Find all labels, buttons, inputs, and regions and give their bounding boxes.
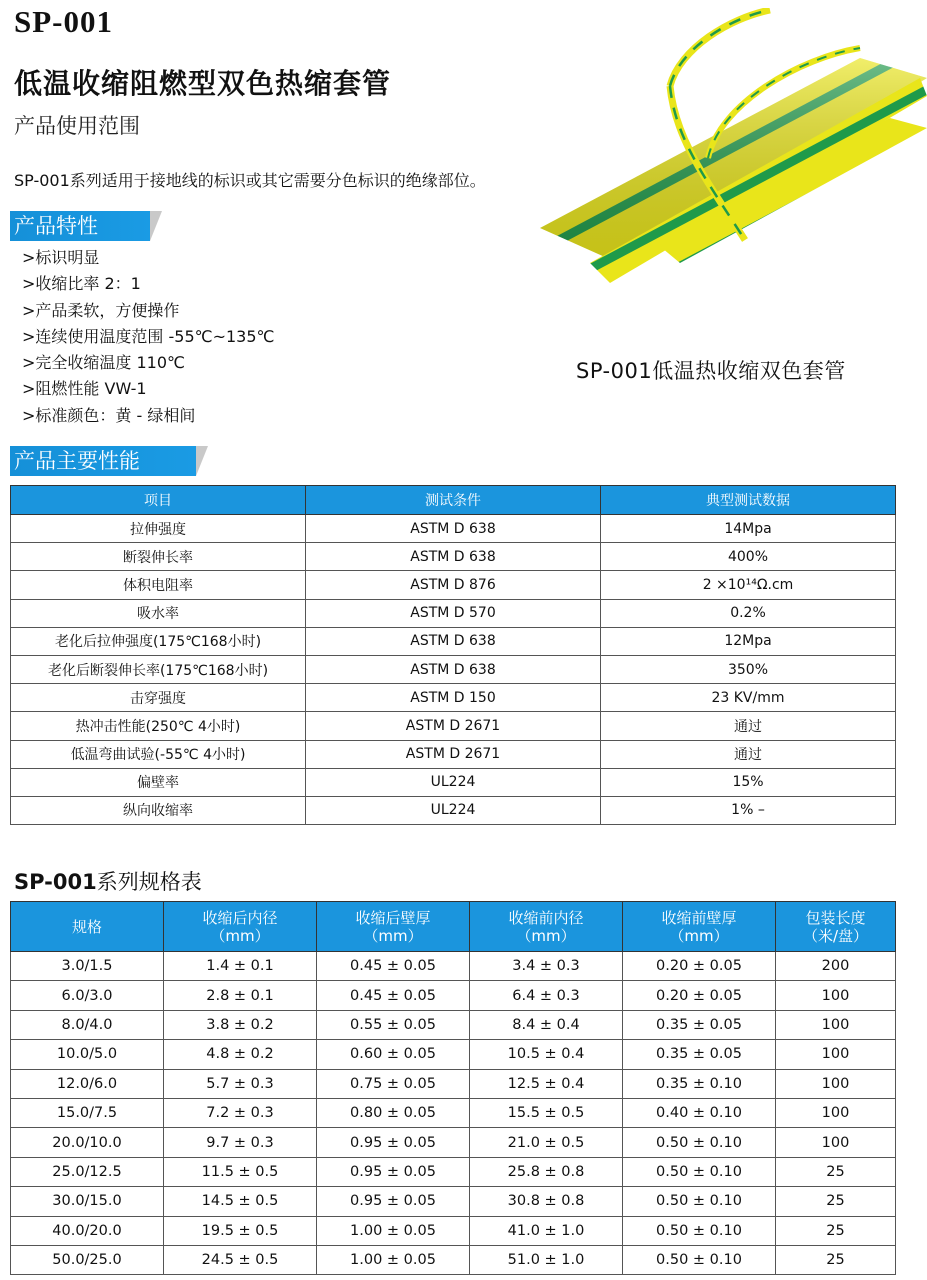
table-row <box>11 515 896 543</box>
features-list <box>22 245 275 429</box>
table-cell: 11.5 ± 0.5 <box>164 1157 317 1186</box>
table-cell: 51.0 ± 1.0 <box>470 1245 623 1274</box>
table-cell: 100 <box>776 1010 896 1039</box>
table-cell: 0.20 ± 0.05 <box>623 981 776 1010</box>
table-cell: 通过 <box>601 712 896 740</box>
performance-header-row <box>11 486 896 515</box>
performance-table <box>10 485 896 825</box>
table-cell: 0.45 ± 0.05 <box>317 981 470 1010</box>
column-header-label: 收缩前内径 <box>508 908 584 927</box>
table-cell: 12.0/6.0 <box>11 1069 164 1098</box>
table-cell: 19.5 ± 0.5 <box>164 1216 317 1245</box>
table-cell: 1% – <box>601 796 896 824</box>
table-cell: 体积电阻率 <box>11 571 306 599</box>
table-cell: 0.95 ± 0.05 <box>317 1187 470 1216</box>
table-cell: 12.5 ± 0.4 <box>470 1069 623 1098</box>
feature-item: >阻燃性能 VW-1 <box>22 379 147 399</box>
feature-item: >收缩比率 2：1 <box>22 274 141 294</box>
table-cell: 0.40 ± 0.10 <box>623 1098 776 1127</box>
table-cell: 0.95 ± 0.05 <box>317 1157 470 1186</box>
column-header-unit: （mm） <box>210 926 270 945</box>
table-row <box>11 627 896 655</box>
table-row <box>11 1157 896 1186</box>
column-header-unit: （mm） <box>669 926 729 945</box>
table-cell: 25 <box>776 1187 896 1216</box>
table-cell: 25 <box>776 1216 896 1245</box>
table-cell: 0.2% <box>601 599 896 627</box>
column-header <box>164 902 317 952</box>
table-row <box>11 1245 896 1274</box>
table-cell: 6.4 ± 0.3 <box>470 981 623 1010</box>
spec-table-title <box>14 866 202 896</box>
table-cell: ASTM D 2671 <box>306 740 601 768</box>
column-header <box>317 902 470 952</box>
table-row <box>11 952 896 981</box>
column-header <box>11 902 164 952</box>
table-cell: 25.0/12.5 <box>11 1157 164 1186</box>
spec-header-row <box>11 902 896 952</box>
table-cell: 0.50 ± 0.10 <box>623 1216 776 1245</box>
table-cell: 100 <box>776 1128 896 1157</box>
table-cell: 23 KV/mm <box>601 684 896 712</box>
table-cell: 纵向收缩率 <box>11 796 306 824</box>
table-cell: ASTM D 638 <box>306 543 601 571</box>
table-cell: 3.4 ± 0.3 <box>470 952 623 981</box>
usage-scope-heading: 产品使用范围 <box>14 114 140 138</box>
column-header-unit: （mm） <box>363 926 423 945</box>
table-cell: 断裂伸长率 <box>11 543 306 571</box>
model-code: SP-001 <box>14 4 113 39</box>
table-row <box>11 981 896 1010</box>
column-header-label: 收缩前壁厚 <box>661 908 737 927</box>
spec-table <box>10 901 896 1275</box>
table-cell: ASTM D 638 <box>306 655 601 683</box>
column-header-unit: （mm） <box>516 926 576 945</box>
table-cell: 25 <box>776 1157 896 1186</box>
table-cell: 1.4 ± 0.1 <box>164 952 317 981</box>
feature-item: >产品柔软，方便操作 <box>22 300 180 320</box>
column-header <box>776 902 896 952</box>
column-header-unit: （米/盘） <box>802 926 869 945</box>
table-cell: 0.35 ± 0.05 <box>623 1010 776 1039</box>
table-cell: ASTM D 638 <box>306 627 601 655</box>
table-cell: 25.8 ± 0.8 <box>470 1157 623 1186</box>
table-row <box>11 655 896 683</box>
table-cell: 20.0/10.0 <box>11 1128 164 1157</box>
table-cell: 9.7 ± 0.3 <box>164 1128 317 1157</box>
table-cell: 0.50 ± 0.10 <box>623 1128 776 1157</box>
column-header: 测试条件 <box>306 486 601 515</box>
table-cell: 0.20 ± 0.05 <box>623 952 776 981</box>
table-cell: 12Mpa <box>601 627 896 655</box>
table-cell: ASTM D 638 <box>306 515 601 543</box>
table-cell: 老化后断裂伸长率(175℃168小时) <box>11 655 306 683</box>
table-cell: 50.0/25.0 <box>11 1245 164 1274</box>
feature-item: >标识明显 <box>22 248 100 267</box>
table-cell: 8.4 ± 0.4 <box>470 1010 623 1039</box>
table-cell: 吸水率 <box>11 599 306 627</box>
table-cell: 21.0 ± 0.5 <box>470 1128 623 1157</box>
table-cell: ASTM D 2671 <box>306 712 601 740</box>
product-photo <box>530 8 927 286</box>
spec-table-body <box>11 952 896 1275</box>
column-header-label: 规格 <box>71 917 102 936</box>
table-cell: 5.7 ± 0.3 <box>164 1069 317 1098</box>
table-cell: 15.0/7.5 <box>11 1098 164 1127</box>
sleeve-tube-1 <box>670 10 770 86</box>
table-cell: 1.00 ± 0.05 <box>317 1216 470 1245</box>
table-row <box>11 1010 896 1039</box>
performance-heading: 产品主要性能 <box>10 446 196 476</box>
spec-title-text: 系列规格表 <box>96 870 202 894</box>
table-cell: 24.5 ± 0.5 <box>164 1245 317 1274</box>
table-cell: UL224 <box>306 796 601 824</box>
table-row <box>11 1216 896 1245</box>
table-cell: 热冲击性能(250℃ 4小时) <box>11 712 306 740</box>
table-cell: 30.8 ± 0.8 <box>470 1187 623 1216</box>
table-row <box>11 740 896 768</box>
table-cell: 0.45 ± 0.05 <box>317 952 470 981</box>
table-cell: 击穿强度 <box>11 684 306 712</box>
table-cell: UL224 <box>306 768 601 796</box>
table-row <box>11 543 896 571</box>
table-row <box>11 684 896 712</box>
table-cell: 4.8 ± 0.2 <box>164 1040 317 1069</box>
table-cell: ASTM D 876 <box>306 571 601 599</box>
table-cell: 偏壁率 <box>11 768 306 796</box>
table-cell: 100 <box>776 1040 896 1069</box>
table-cell: 0.75 ± 0.05 <box>317 1069 470 1098</box>
table-row <box>11 571 896 599</box>
table-cell: 400% <box>601 543 896 571</box>
table-cell: 100 <box>776 1098 896 1127</box>
column-header <box>470 902 623 952</box>
table-cell: 老化后拉伸强度(175℃168小时) <box>11 627 306 655</box>
table-row <box>11 712 896 740</box>
features-heading: 产品特性 <box>10 211 150 241</box>
table-cell: 拉伸强度 <box>11 515 306 543</box>
table-cell: 15.5 ± 0.5 <box>470 1098 623 1127</box>
product-title: 低温收缩阻燃型双色热缩套管 <box>14 67 392 100</box>
table-row <box>11 796 896 824</box>
table-cell: 6.0/3.0 <box>11 981 164 1010</box>
table-cell: 0.50 ± 0.10 <box>623 1187 776 1216</box>
table-cell: 0.95 ± 0.05 <box>317 1128 470 1157</box>
column-header <box>623 902 776 952</box>
table-row <box>11 599 896 627</box>
table-cell: 3.0/1.5 <box>11 952 164 981</box>
image-caption: SP-001低温热收缩双色套管 <box>576 359 846 383</box>
table-cell: 0.35 ± 0.10 <box>623 1069 776 1098</box>
table-cell: 10.0/5.0 <box>11 1040 164 1069</box>
table-cell: 7.2 ± 0.3 <box>164 1098 317 1127</box>
table-cell: 8.0/4.0 <box>11 1010 164 1039</box>
table-row <box>11 1069 896 1098</box>
table-cell: 1.00 ± 0.05 <box>317 1245 470 1274</box>
table-cell: 通过 <box>601 740 896 768</box>
spec-title-model: SP-001 <box>14 870 97 894</box>
table-cell: 0.60 ± 0.05 <box>317 1040 470 1069</box>
table-cell: 25 <box>776 1245 896 1274</box>
usage-description: SP-001系列适用于接地线的标识或其它需要分色标识的绝缘部位。 <box>14 171 486 190</box>
table-cell: 0.50 ± 0.10 <box>623 1245 776 1274</box>
table-row <box>11 1040 896 1069</box>
table-cell: 10.5 ± 0.4 <box>470 1040 623 1069</box>
table-cell: ASTM D 570 <box>306 599 601 627</box>
table-cell: 低温弯曲试验(-55℃ 4小时) <box>11 740 306 768</box>
table-cell: 14Mpa <box>601 515 896 543</box>
table-cell: 100 <box>776 1069 896 1098</box>
feature-item: >完全收缩温度 110℃ <box>22 353 186 373</box>
column-header-label: 收缩后壁厚 <box>355 908 431 927</box>
table-cell: 30.0/15.0 <box>11 1187 164 1216</box>
table-row <box>11 1187 896 1216</box>
table-cell: 350% <box>601 655 896 683</box>
table-cell: 0.35 ± 0.05 <box>623 1040 776 1069</box>
table-cell: 3.8 ± 0.2 <box>164 1010 317 1039</box>
table-cell: 200 <box>776 952 896 981</box>
table-cell: 41.0 ± 1.0 <box>470 1216 623 1245</box>
table-row <box>11 768 896 796</box>
feature-item: >连续使用温度范围 -55℃~135℃ <box>22 326 275 346</box>
table-cell: 0.55 ± 0.05 <box>317 1010 470 1039</box>
table-cell: 100 <box>776 981 896 1010</box>
table-cell: 2 ×10¹⁴Ω.cm <box>601 571 896 599</box>
table-cell: ASTM D 150 <box>306 684 601 712</box>
table-row <box>11 1128 896 1157</box>
column-header-label: 收缩后内径 <box>202 908 278 927</box>
table-cell: 2.8 ± 0.1 <box>164 981 317 1010</box>
feature-item: >标准颜色：黄 - 绿相间 <box>22 405 196 425</box>
table-cell: 15% <box>601 768 896 796</box>
table-cell: 0.80 ± 0.05 <box>317 1098 470 1127</box>
column-header: 项目 <box>11 486 306 515</box>
column-header-label: 包装长度 <box>805 908 866 927</box>
table-cell: 0.50 ± 0.10 <box>623 1157 776 1186</box>
table-row <box>11 1098 896 1127</box>
table-cell: 40.0/20.0 <box>11 1216 164 1245</box>
column-header: 典型测试数据 <box>601 486 896 515</box>
table-cell: 14.5 ± 0.5 <box>164 1187 317 1216</box>
